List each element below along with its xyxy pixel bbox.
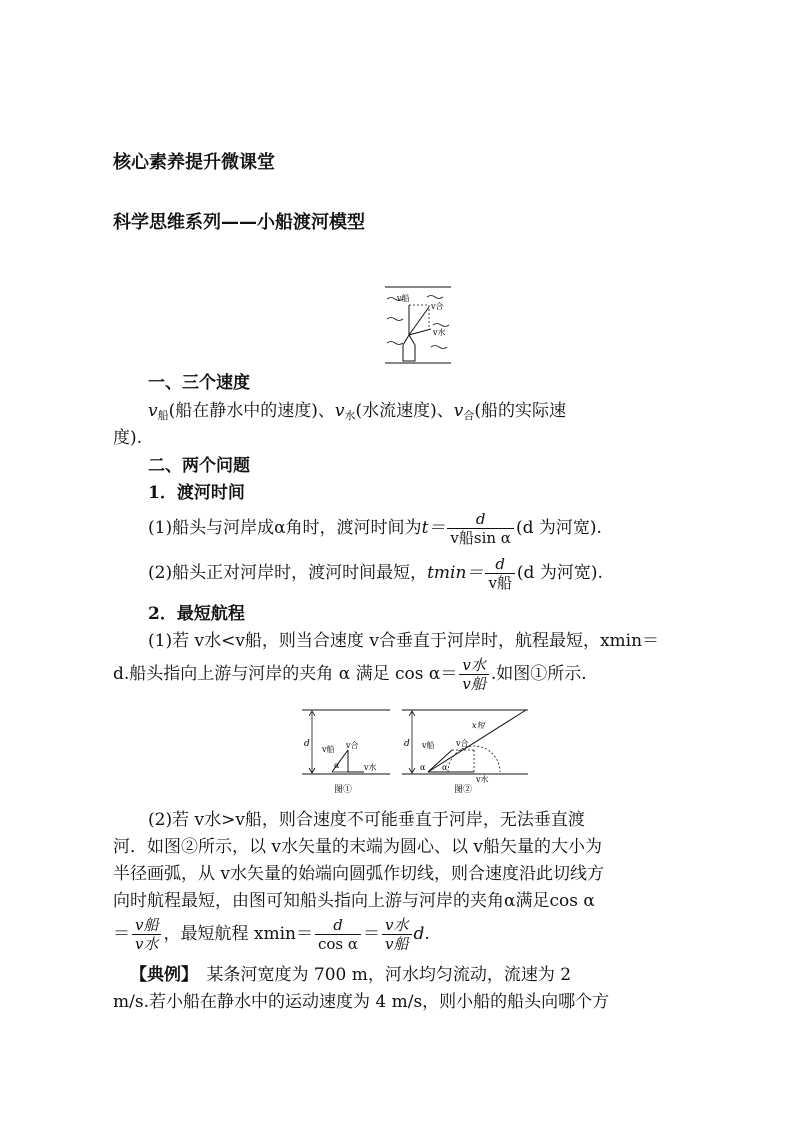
svg-text:α: α — [334, 761, 340, 770]
fraction-xmin-2: $\frac{\text{v水}}{\text{v船}}$ — [382, 916, 411, 953]
label-v-water: v水 — [433, 328, 446, 337]
item-2-paragraph-2-line4: 向时航程最短，由图可知船头指向上游与河岸的夹角α满足cos α — [113, 891, 595, 911]
item-2-paragraph-1-line1: (1)若 v水<v船，则当合速度 v合垂直于河岸时，航程最短，xmin＝ — [148, 631, 660, 651]
item-1-paragraph-1: (1)船头与河岸成α角时，渡河时间为 t＝ $\frac{d}{\text{v船sin α}}$ (d 为河宽). — [148, 509, 602, 547]
topic-heading: 科学思维系列——小船渡河模型 — [113, 212, 365, 233]
figure-2-caption: 图② — [454, 785, 473, 795]
svg-text:d: d — [304, 739, 310, 749]
fraction-time: $\frac{d}{\text{v船sin α}}$ — [447, 510, 514, 547]
svg-text:α: α — [442, 763, 448, 772]
label-v-boat: v船 — [397, 294, 410, 303]
item-2-paragraph-2-line5: ＝ $\frac{\text{v船}}{\text{v水}}$ ，最短航程 xmin＝ $\frac{d}{\text{cos α}}$ ＝ $\frac{\text{v水}}{\text{v船}}$ d. — [113, 915, 430, 953]
example-line2: m/s.若小船在静水中的运动速度为 4 m/s，则小船的船头向哪个方 — [113, 992, 610, 1012]
item-2-paragraph-2-line1: (2)若 v水>v船，则合速度不可能垂直于河岸，无法垂直渡 — [148, 810, 585, 830]
figure-2 — [402, 706, 530, 798]
item-2-paragraph-2-line2: 河．如图②所示，以 v水矢量的末端为圆心、以 v船矢量的大小为 — [113, 837, 603, 857]
section-1-title: 一、三个速度 — [148, 373, 250, 393]
fraction-xmin: $\frac{d}{\text{cos α}}$ — [315, 916, 361, 953]
svg-text:v船: v船 — [422, 741, 435, 750]
svg-text:v合: v合 — [346, 741, 359, 750]
svg-text:α: α — [420, 763, 426, 772]
section-1-line2: 度). — [113, 428, 143, 448]
figure-1-caption: 图① — [334, 785, 353, 795]
svg-text:v船: v船 — [322, 745, 335, 754]
svg-text:v水: v水 — [476, 775, 489, 784]
section-1-line1: $v_船$(船在静水中的速度)、$v_水$(水流速度)、$v_合$(船的实际速 — [148, 401, 566, 422]
item-2-paragraph-1-line2: d.船头指向上游与河岸的夹角 α 满足 cos α＝ $\frac{\text{v水}}{\text{v船}}$ .如图①所示. — [113, 655, 587, 693]
fraction-cos: $\frac{\text{v水}}{\text{v船}}$ — [459, 656, 488, 693]
item-1-title: 1．渡河时间 — [148, 483, 245, 503]
boat-river-figure — [383, 285, 453, 365]
example-line1: 【典例】 某条河宽度为 700 m，河水均匀流动，流速为 2 — [130, 965, 572, 985]
svg-text:d: d — [404, 739, 410, 749]
item-2-title: 2．最短航程 — [148, 604, 245, 624]
svg-text:v合: v合 — [456, 739, 469, 748]
figure-1 — [302, 706, 392, 798]
fraction-cos-2: $\frac{\text{v船}}{\text{v水}}$ — [132, 916, 161, 953]
item-2-paragraph-2-line3: 半径画弧，从 v水矢量的始端向圆弧作切线，则合速度沿此切线方 — [113, 864, 605, 884]
label-v-combined: v合 — [431, 302, 444, 311]
svg-text:x短: x短 — [472, 721, 485, 730]
item-1-paragraph-2: (2)船头正对河岸时，渡河时间最短， tmin＝ $\frac{d}{\text{v船}}$ (d 为河宽). — [148, 554, 603, 592]
svg-text:v水: v水 — [364, 763, 377, 772]
fraction-tmin: $\frac{d}{\text{v船}}$ — [485, 555, 514, 592]
section-2-title: 二、两个问题 — [148, 456, 250, 476]
section-heading: 核心素养提升微课堂 — [113, 152, 275, 173]
